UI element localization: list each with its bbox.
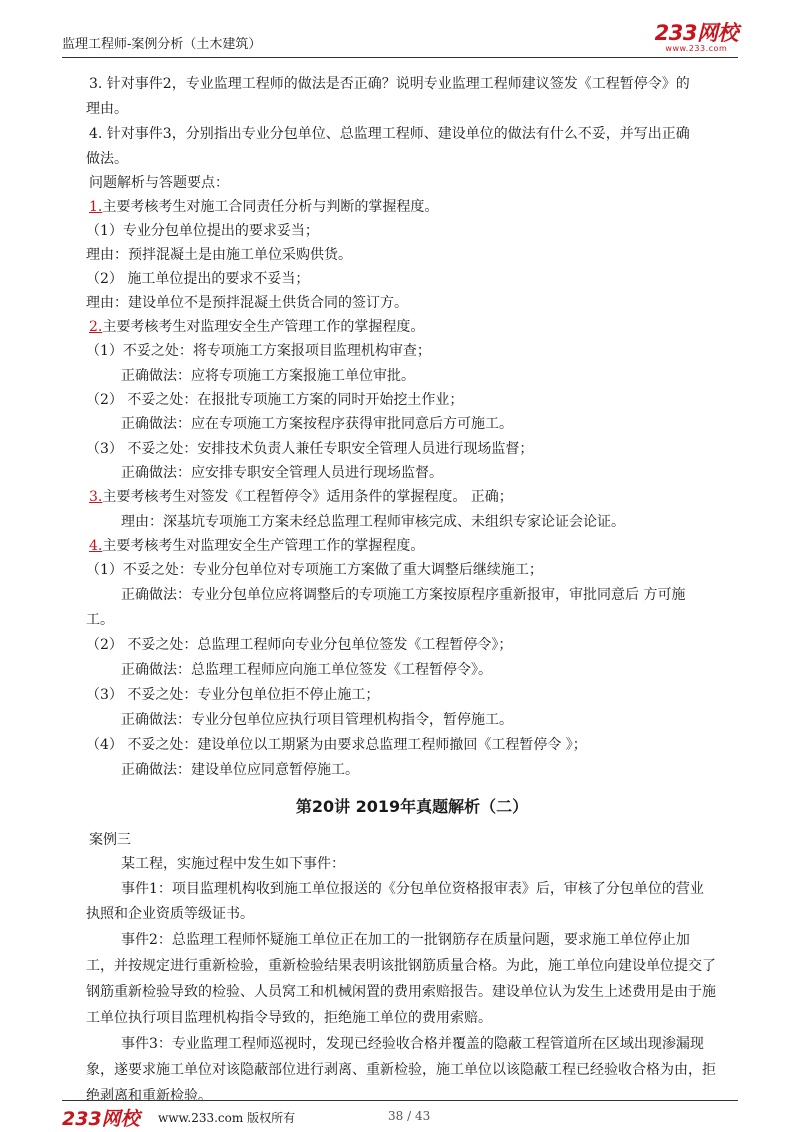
answer-2-text: 主要考核考生对监理安全生产管理工作的掌握程度。: [102, 319, 425, 335]
answer-1-reason-1: 理由：预拌混凝土是由施工单位采购供货。: [86, 247, 352, 263]
answer-2-item-2: （2） 不妥之处：在报批专项施工方案的同时开始挖土作业；: [86, 392, 464, 408]
answer-3-reason: 理由：深基坑专项施工方案未经总监理工程师审核完成、未组织专家论证会论证。: [121, 514, 625, 530]
answer-4-fix-1-cont: 工。: [86, 612, 114, 628]
brand-logo[interactable]: [655, 22, 738, 53]
answer-2-fix-2: 正确做法：应在专项施工方案按程序获得审批同意后方可施工。: [121, 416, 513, 432]
answer-2-fix-1: 正确做法：应将专项施工方案报施工单位审批。: [121, 368, 415, 384]
footer-logo[interactable]: 233网校: [62, 1108, 140, 1130]
event-3-line-3: 绝剥离和重新检验。: [86, 1088, 212, 1104]
answer-2-item-1: （1）不妥之处：将专项施工方案报项目监理机构审查；: [86, 343, 431, 359]
answer-4-fix-2: 正确做法：总监理工程师应向施工单位签发《工程暂停令》。: [121, 662, 492, 678]
answer-4-fix-4: 正确做法：建设单位应同意暂停施工。: [121, 762, 359, 778]
footer-copyright: www.233.com 版权所有: [158, 1111, 296, 1125]
page-header: [62, 20, 738, 56]
answer-4: [89, 536, 424, 556]
logo-text: 233网校: [654, 21, 738, 45]
answer-1-text: 主要考核考生对施工合同责任分析与判断的掌握程度。: [102, 199, 439, 215]
header-divider: [62, 57, 738, 58]
answer-2-fix-3: 正确做法：应安排专职安全管理人员进行现场监督。: [121, 465, 443, 481]
case-intro: 某工程，实施过程中发生如下事件：: [121, 856, 345, 872]
question-3: 3. 针对事件2，专业监理工程师的做法是否正确？说明专业监理工程师建议签发《工程暂停令》的: [89, 76, 690, 92]
answer-1-reason-2: 理由：建设单位不是预拌混凝土供货合同的签订方。: [86, 295, 408, 311]
answer-4-item-1: （1）不妥之处：专业分包单位对专项施工方案做了重大调整后继续施工；: [86, 562, 543, 578]
answer-3: [89, 487, 513, 507]
page-footer: [62, 1104, 738, 1128]
event-2-line-4: 工单位执行项目监理机构指令导致的，拒绝施工单位的费用索赔。: [86, 1010, 492, 1026]
case-label: 案例三: [89, 832, 131, 848]
event-2-line-2: 工，并按规定进行重新检验，重新检验结果表明该批钢筋质量合格。为此，施工单位向建设单位提交了: [86, 958, 716, 974]
question-4: 4. 针对事件3，分别指出专业分包单位、总监理工程师、建设单位的做法有什么不妥，并写出正确: [89, 126, 690, 142]
logo-url: www.233.com: [665, 44, 728, 53]
event-2-line-3: 钢筋重新检验导致的检验、人员窝工和机械闲置的费用索赔报告。建设单位认为发生上述费用是由于施: [86, 984, 716, 1000]
answer-4-fix-1: 正确做法：专业分包单位应将调整后的专项施工方案按原程序重新报审，审批同意后 方可施: [121, 587, 686, 603]
event-3: 事件3：专业监理工程师巡视时，发现已经验收合格并覆盖的隐蔽工程管道所在区域出现渗漏现: [121, 1036, 704, 1052]
section-title: 第20讲 2019年真题解析（二）: [295, 797, 529, 816]
analysis-heading: 问题解析与答题要点：: [89, 175, 229, 191]
page-number: 38 / 43: [388, 1109, 431, 1123]
event-3-line-2: 象，遂要求施工单位对该隐蔽部位进行剥离、重新检验，施工单位以该隐蔽工程已经验收合格为由，拒: [86, 1062, 716, 1078]
answer-4-fix-3: 正确做法：专业分包单位应执行项目管理机构指令，暂停施工。: [121, 712, 513, 728]
event-2: 事件2：总监理工程师怀疑施工单位正在加工的一批钢筋存在质量问题，要求施工单位停止加: [121, 932, 690, 948]
answer-1-number: 1.: [89, 199, 103, 215]
footer-divider: [62, 1100, 738, 1101]
answer-4-number: 4.: [89, 538, 103, 554]
answer-1: [89, 197, 438, 217]
question-3-cont: 理由。: [86, 101, 128, 117]
answer-1-item-2: （2） 施工单位提出的要求不妥当；: [86, 271, 310, 287]
document-title: 监理工程师-案例分析（土木建筑）: [62, 37, 262, 52]
question-4-cont: 做法。: [86, 151, 128, 167]
answer-4-item-3: （3） 不妥之处：专业分包单位拒不停止施工；: [86, 687, 380, 703]
answer-2: [89, 317, 424, 337]
event-1-cont: 执照和企业资质等级证书。: [86, 906, 254, 922]
event-1: 事件1：项目监理机构收到施工单位报送的《分包单位资格报审表》后，审核了分包单位的营业: [121, 881, 704, 897]
answer-3-number: 3.: [89, 489, 103, 505]
answer-4-item-2: （2） 不妥之处：总监理工程师向专业分包单位签发《工程暂停令》；: [86, 637, 513, 653]
answer-2-item-3: （3） 不妥之处：安排技术负责人兼任专职安全管理人员进行现场监督；: [86, 441, 534, 457]
answer-4-text: 主要考核考生对监理安全生产管理工作的掌握程度。: [102, 538, 425, 554]
answer-1-item-1: （1）专业分包单位提出的要求妥当；: [86, 223, 319, 239]
answer-2-number: 2.: [89, 319, 103, 335]
answer-4-item-4: （4） 不妥之处：建设单位以工期紧为由要求总监理工程师撤回《工程暂停令 》；: [86, 737, 587, 753]
answer-3-text: 主要考核考生对签发《工程暂停令》适用条件的掌握程度。 正确；: [102, 489, 513, 505]
